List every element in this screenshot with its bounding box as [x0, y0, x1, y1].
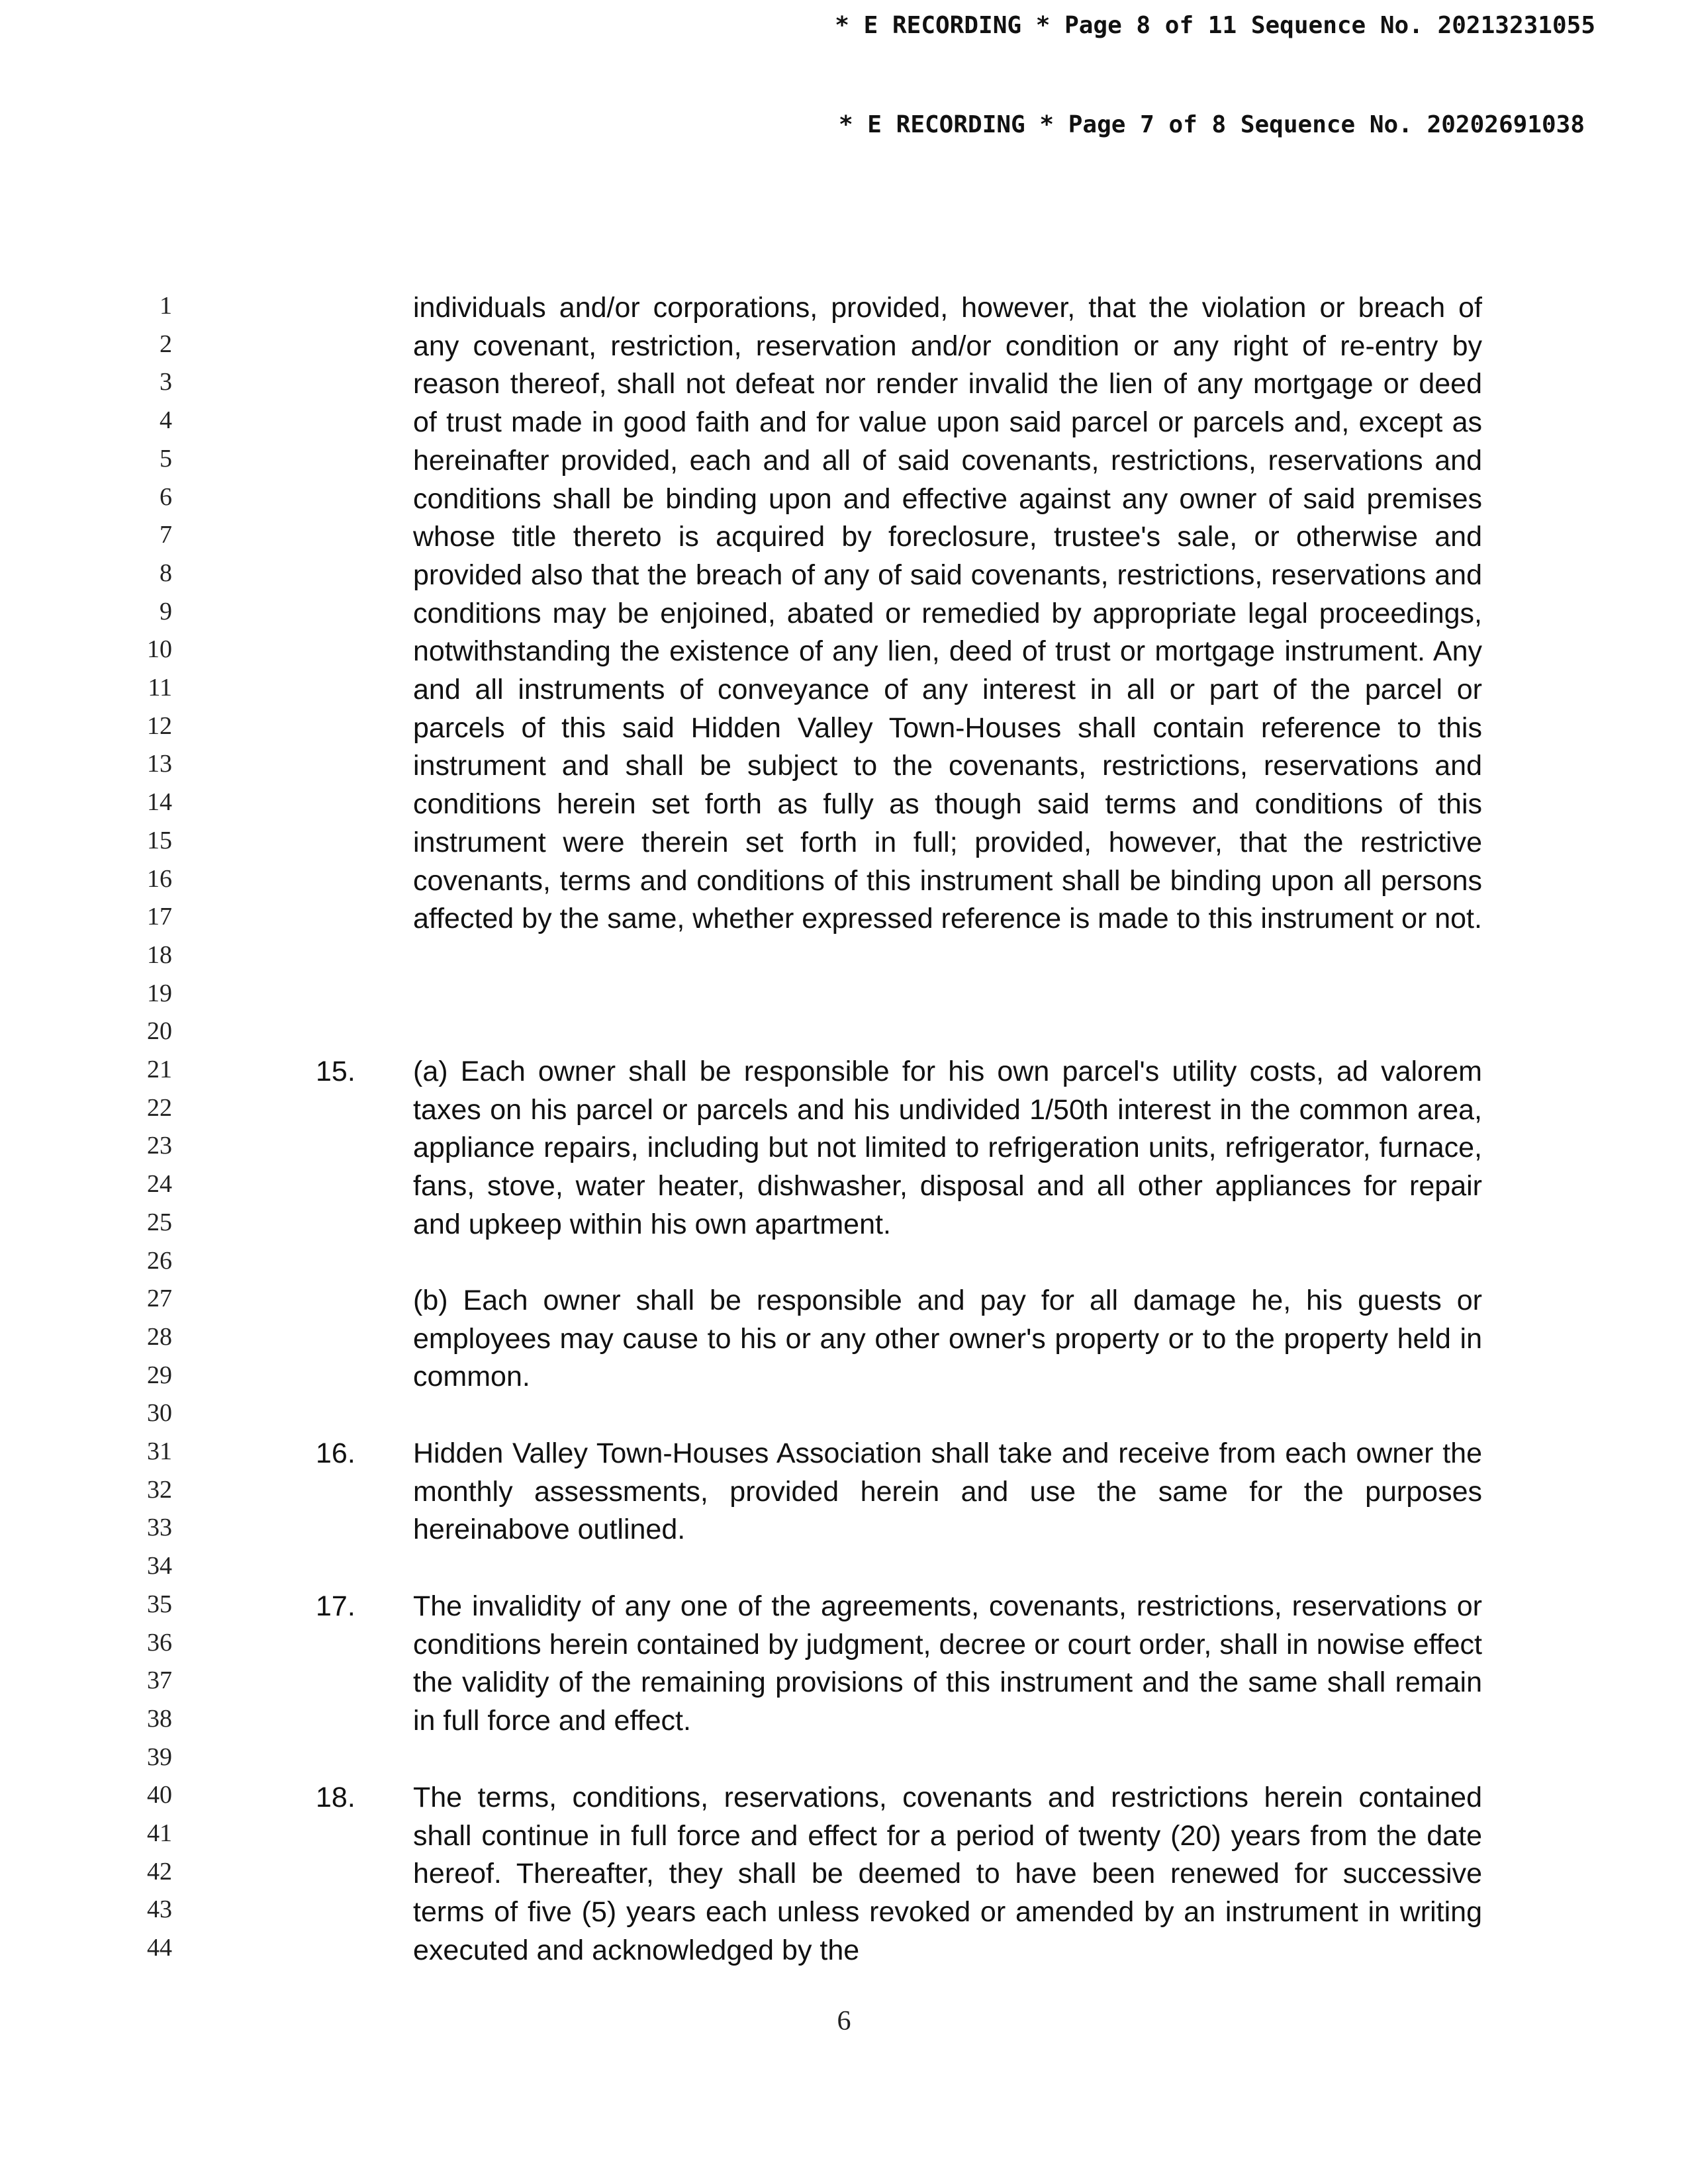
- continuation-paragraph: individuals and/or corporations, provided, however, that the violation or breach of any covenant, restriction, reservation and/or condition or any right of re-entry by reason thereof, shall not defeat nor render invalid the lien of any mortgage or deed of trust made in good faith and for value upon said parcel or parcels and, except as hereinafter provided, each and all of said covenants, restrictions, reservations and conditions shall be binding upon and effective against any owner of said premises whose title thereto is acquired by foreclosure, trustee's sale, or otherwise and provided also that the breach of any of said covenants, restrictions, reservations and conditions may be enjoined, abated or remedied by appropriate legal proceedings, notwithstanding the existence of any lien, deed of trust or mortgage instrument. Any and all instruments of conveyance of any interest in all or part of the parcel or parcels of this said Hidden Valley Town-Houses shall contain reference to this instrument and shall be subject to the covenants, restrictions, reservations and conditions herein set forth as fully as though said terms and conditions of this instrument were therein set forth in full; provided, however, that the restrictive covenants, terms and conditions of this instrument shall be binding upon all persons affected by the same, whether expressed reference is made to this instrument or not.: [413, 292, 1482, 935]
- line-number: 2: [160, 330, 172, 358]
- line-number: 7: [160, 521, 172, 549]
- line-number: 19: [147, 979, 172, 1007]
- line-number: 37: [147, 1666, 172, 1695]
- line-number: 35: [147, 1590, 172, 1618]
- page-number: 6: [837, 2006, 851, 2036]
- line-number: 11: [148, 674, 172, 702]
- line-number: 30: [147, 1399, 172, 1428]
- section-15-number: 15.: [316, 1056, 355, 1087]
- line-number: 17: [147, 903, 172, 931]
- line-number: 42: [147, 1857, 172, 1886]
- line-number: 26: [147, 1246, 172, 1275]
- line-number: 6: [160, 482, 172, 511]
- line-number: 15: [147, 826, 172, 854]
- section-15a-text: (a) Each owner shall be responsible for his own parcel's utility costs, ad valorem taxes on his parcel or parcels and his undivided 1/50th interest in the common area, appliance repairs, including but not limited to refrigeration units, refrigerator, furnace, fans, stove, water heater, dishwasher, disposal and all other appliances for repair and upkeep within his own apartment.: [413, 1056, 1482, 1240]
- line-number: 16: [147, 864, 172, 893]
- line-number: 8: [160, 559, 172, 587]
- line-number: 40: [147, 1781, 172, 1809]
- section-17-number: 17.: [316, 1590, 355, 1622]
- line-number: 25: [147, 1208, 172, 1236]
- line-number: 36: [147, 1628, 172, 1657]
- line-number: 33: [147, 1514, 172, 1542]
- line-number: 41: [147, 1819, 172, 1847]
- line-number: 34: [147, 1552, 172, 1580]
- line-number: 31: [147, 1437, 172, 1465]
- line-number: 29: [147, 1361, 172, 1389]
- line-number: 28: [147, 1322, 172, 1351]
- line-number: 27: [147, 1285, 172, 1313]
- line-number: 21: [147, 1056, 172, 1083]
- line-number: 18: [147, 940, 172, 969]
- line-number: 1: [160, 292, 172, 320]
- line-number: 24: [147, 1170, 172, 1199]
- section-16-number: 16.: [316, 1437, 355, 1469]
- line-number: 3: [160, 368, 172, 396]
- line-number: 32: [147, 1475, 172, 1504]
- line-number: 43: [147, 1895, 172, 1924]
- section-17-text: The invalidity of any one of the agreements, covenants, restrictions, reservations or conditions herein contained by judgment, decree or court order, shall in nowise effect the validity of the remaining provisions of this instrument and the same shall remain in full force and effect.: [413, 1590, 1482, 1737]
- line-number: 12: [147, 711, 172, 740]
- recording-stamp-secondary: * E RECORDING * Page 7 of 8 Sequence No. 20202691038: [838, 111, 1585, 138]
- line-number: 39: [147, 1743, 172, 1771]
- section-18-number: 18.: [316, 1782, 355, 1813]
- line-number: 14: [147, 788, 172, 817]
- line-number: 5: [160, 444, 172, 473]
- line-number: 23: [147, 1132, 172, 1160]
- line-number: 9: [160, 597, 172, 625]
- line-number: 22: [147, 1093, 172, 1122]
- line-number: 20: [147, 1017, 172, 1046]
- section-18-text: The terms, conditions, reservations, covenants and restrictions herein contained shall continue in full force and effect for a period of twenty (20) years from the date hereof. Thereafter, they shall be deemed to have been renewed for successive terms of five (5) years each unless revoked or amended by an instrument in writing executed and acknowledged by the: [413, 1782, 1482, 1966]
- section-16-text: Hidden Valley Town-Houses Association shall take and receive from each owner the monthly assessments, provided herein and use the same for the purposes hereinabove outlined.: [413, 1437, 1482, 1546]
- line-number: 4: [160, 406, 172, 435]
- line-number: 10: [147, 635, 172, 664]
- line-number: 38: [147, 1704, 172, 1733]
- line-number: 13: [147, 750, 172, 778]
- section-15b-text: (b) Each owner shall be responsible and pay for all damage he, his guests or employees may cause to his or any other owner's property or to the property held in common.: [413, 1285, 1482, 1393]
- line-number: 44: [147, 1934, 172, 1962]
- recording-stamp-primary: * E RECORDING * Page 8 of 11 Sequence No. 20213231055: [835, 12, 1595, 39]
